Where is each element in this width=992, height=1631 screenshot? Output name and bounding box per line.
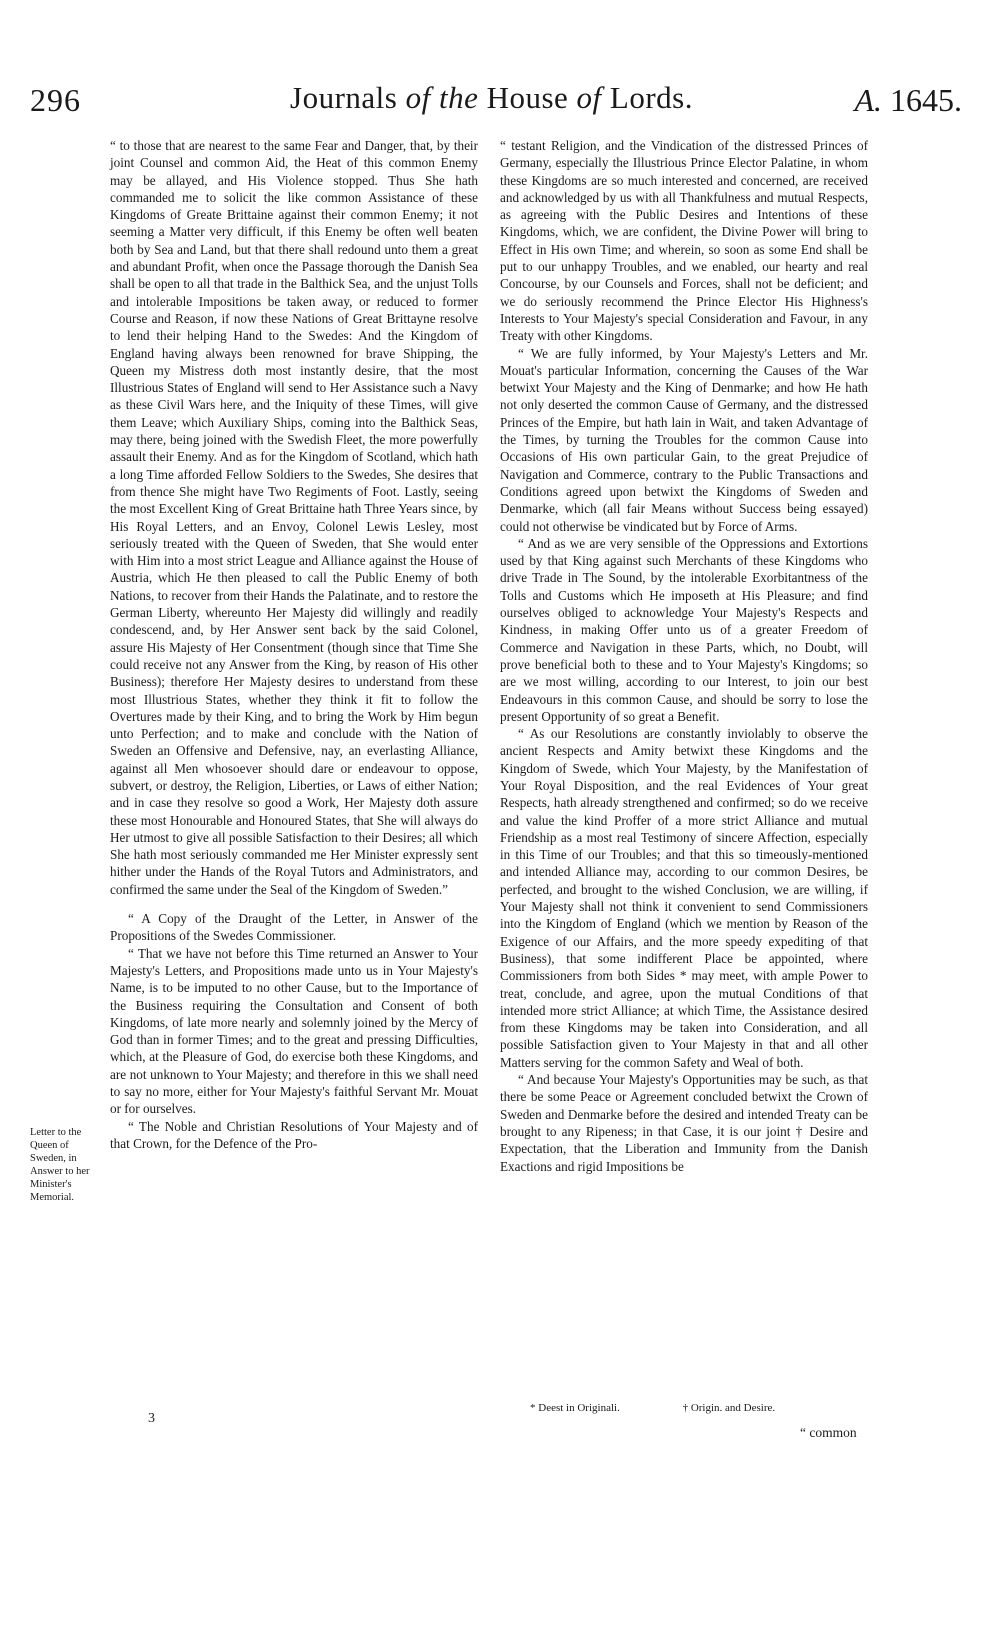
right-paragraph: “ testant Religion, and the Vindication of the distressed Princes of Germany, especially the Illustrious Prince Elector Palatine, in whom these Kingdoms are so much interested and concerned, are received and acknowledged by us with all Thankfulness and mutual Respects, as agreeing with the Public Desires and Intentions of these Kingdoms, which, we are confident, the Divine Power will bring to Effect in His own Time; and wherein, so soon as some End shall be put to our unhappy Troubles, and we enabled, our hearty and real Concourse, by our Counsels and Forces, shall not be deficient; and we do seriously recommend the Prince Elector His Highness's Interests to Your Majesty's special Consideration and Favour, in any Treaty with other Kingdoms. bbox=[500, 138, 868, 344]
right-paragraph: “ As our Resolutions are constantly inviolably to observe the ancient Respects and Amity betwixt these Kingdoms and the Kingdom of Swede, which Your Majesty, by the Manifestation of Your Royal Disposition, and the real Evidences of Your great Respects, hath already strengthened and confirmed; so do we receive and value the kind Proffer of a more strict Alliance and mutual Friendship as a most real Testimony of sincere Affection, especially in this Time of our Troubles; and that this so timeously-mentioned and intended Alliance may, according to our common Desires, be perfected, and brought to the wished Conclusion, we are willing, if Your Majesty shall not think it convenient to send Commissioners into the Kingdom of England (which we mention by Reason of the Exigence of our Affairs, and the more speedy expediting of that Business), that some indifferent Place be appointed, where Commissioners from both Sides * may meet, with ample Power to treat, conclude, and agree, upon the mutual Conditions of that intended more strict Alliance; at which Time, the Assistance desired from these Kingdoms may be taken into Consideration, and all possible Satisfaction given to Your Majesty in that and all other Matters serving for the common Safety and Weal of both. bbox=[500, 726, 868, 1070]
title-word-journals: Journals bbox=[290, 80, 398, 115]
signature-mark: 3 bbox=[148, 1411, 155, 1426]
year-prefix: A. bbox=[854, 82, 882, 118]
left-paragraph: “ The Noble and Christian Resolutions of Your Majesty and of that Crown, for the Defence of the Pro- bbox=[110, 1118, 478, 1151]
right-paragraph: “ And as we are very sensible of the Oppressions and Extortions used by that King against such Merchants of these Kingdoms who drive Trade in The Sound, by the intolerable Exorbitantness of the Tolls and Customs which He imposeth at His Pleasure; and find ourselves obliged to acknowledge Your Majesty's Respects and Kindness, in making Offer unto us of a greater Freedom of Commerce and Navigation in these Parts, which, no Doubt, will prove beneficial both to these and to Your Majesty's Kingdoms; so are we most willing, according to our Interest, to join our best Endeavours in this common Cause, and should be sorry to lose the present Opportunity of so great a Benefit. bbox=[500, 535, 868, 724]
footnotes bbox=[530, 1402, 890, 1414]
title-word-the: the bbox=[438, 80, 479, 115]
title-word-house: House bbox=[486, 80, 569, 115]
left-column bbox=[110, 137, 478, 1152]
year-heading bbox=[854, 82, 962, 119]
title-word-lords: Lords. bbox=[609, 80, 693, 115]
margin-note: Letter to the Queen of Sweden, in Answer to her Minister's Memorial. bbox=[30, 1127, 90, 1203]
right-paragraph: “ We are fully informed, by Your Majesty's Letters and Mr. Mouat's particular Information, concerning the Causes of the War betwixt Your Majesty and the King of Denmarke; and how He hath not only deserted the common Cause of Germany, and the distressed Princes of the Empire, but hath lain in Wait, and taken Advantage of the Times, by turning the Troubles for the common Cause into Occasions of His own particular Gain, to the great Prejudice of Navigation and Commerce, contrary to the Public Transactions and Conditions agreed upon betwixt the Kingdoms of Sweden and Denmarke, which (all fair Means without Success being essayed) could not otherwise be vindicated but by Force of Arms. bbox=[500, 345, 868, 534]
footnote-star: * Deest in Originali. bbox=[530, 1402, 620, 1414]
letter-heading: “ A Copy of the Draught of the Letter, in Answer of the Propositions of the Swedes Commissioner. bbox=[110, 911, 478, 944]
page-title bbox=[290, 80, 693, 116]
left-paragraph: “ That we have not before this Time returned an Answer to Your Majesty's Letters, and Propositions made unto us in Your Majesty's Name, is to be imputed to no other Cause, but to the Importance of the Business requiring the Consultation and Consent of both Kingdoms, of late more nearly and solemnly joined by the Mercy of God than in former Times; and to the great and pressing Difficulties, which, at the Pleasure of God, do exercise both these Kingdoms, and are not unknown to Your Majesty; and therefore in this we shall need to say no more, either for Your Majesty's faithful Servant Mr. Mouat or for ourselves. bbox=[110, 945, 478, 1117]
running-header bbox=[0, 62, 992, 122]
title-word-of: of bbox=[405, 80, 431, 115]
page-number: 296 bbox=[30, 82, 81, 118]
right-column bbox=[500, 137, 868, 1175]
year-value: 1645. bbox=[890, 82, 962, 118]
catchword: “ common bbox=[800, 1425, 857, 1440]
title-word-of-2: of bbox=[576, 80, 602, 115]
left-paragraph: “ to those that are nearest to the same Fear and Danger, that, by their joint Counsel and common Aid, the Heat of this common Enemy may be allayed, and His Violence stopped. Thus She hath commanded me to solicit the like common Assistance of these Kingdoms of Greate Brittaine against their common Enemy; it not seeming a Matter very difficult, if this Enemy be often well beaten both by Sea and Land, but that there shall redound unto them a great and abundant Profit, when once the Passage thorough the Danish Sea shall be open to all that trade in the Balthick Sea, and the unjust Tolls and intolerable Impositions be taken away, or reduced to former Course and Reason, if now these Nations of Great Brittayne resolve to lend their helping Hand to the Swedes: And the Kingdom of England having always been renowned for brave Shipping, the Queen my Mistress doth most instantly desire, that the most Illustrious States of England will send to Her Assistance such a Navy as these Civil Wars here, and the Iniquity of these Times, will give them Leave; which Auxiliary Ships, coming into the Balthick Seas, may there, being joined with the Swedish Fleet, the more powerfully assault their Enemy. And as for the Kingdom of Scotland, which hath a long Time afforded Fellow Soldiers to the Swedes, She desires that from thence She might have Two Regiments of Foot. Lastly, seeing the most Excellent King of Great Brittaine hath Three Years since, by His Royal Letters, and an Envoy, Colonel Lewis Lesley, most seriously treated with the Queen of Sweden, that She would enter with Him into a most strict League and Alliance against the House of Austria, which He then pleased to call the Public Enemy of both Nations, to recover from their Hands the Palatinate, and to restore the German Liberty, whereunto Her Majesty did willingly and readily condescend, and, by Her Answer sent back by the said Colonel, assure His Majesty of Her Consentment (though since that Time She could receive not any Answer from the King, by reason of His other Business); therefore Her Majesty desires to understand from these most Illustrious States, whether they think it fit to follow the Overtures made by their King, and to bring the Work by Him begun unto Perfection; and to make and conclude with the Nation of Sweden an Offensive and Defensive, nay, an everlasting Alliance, against all Men whosoever should dare or endeavour to oppose, subvert, or destroy, the Religion, Liberties, or Laws of either Nation; and in case they resolve so good a Work, Her Majesty doth assure these most Honourable and Honoured States, that She will always do Her utmost to give all possible Satisfaction to their Desires; all which She hath most seriously commanded me Her Minister expressly sent hither under the Hands of the Royal Tutors and Administrators, and confirmed the same under the Seal of the Kingdom of Sweden.” bbox=[110, 138, 478, 897]
footnote-dagger: † Origin. and Desire. bbox=[682, 1402, 776, 1414]
right-paragraph: “ And because Your Majesty's Opportunities may be such, as that there be some Peace or Agreement concluded betwixt the Crown of Sweden and Denmarke before the desired and intended Treaty can be brought to any Ripeness; in that Case, it is our joint † Desire and Expectation, that the Liberation and Immunity from the Danish Exactions and rigid Impositions be bbox=[500, 1072, 868, 1174]
